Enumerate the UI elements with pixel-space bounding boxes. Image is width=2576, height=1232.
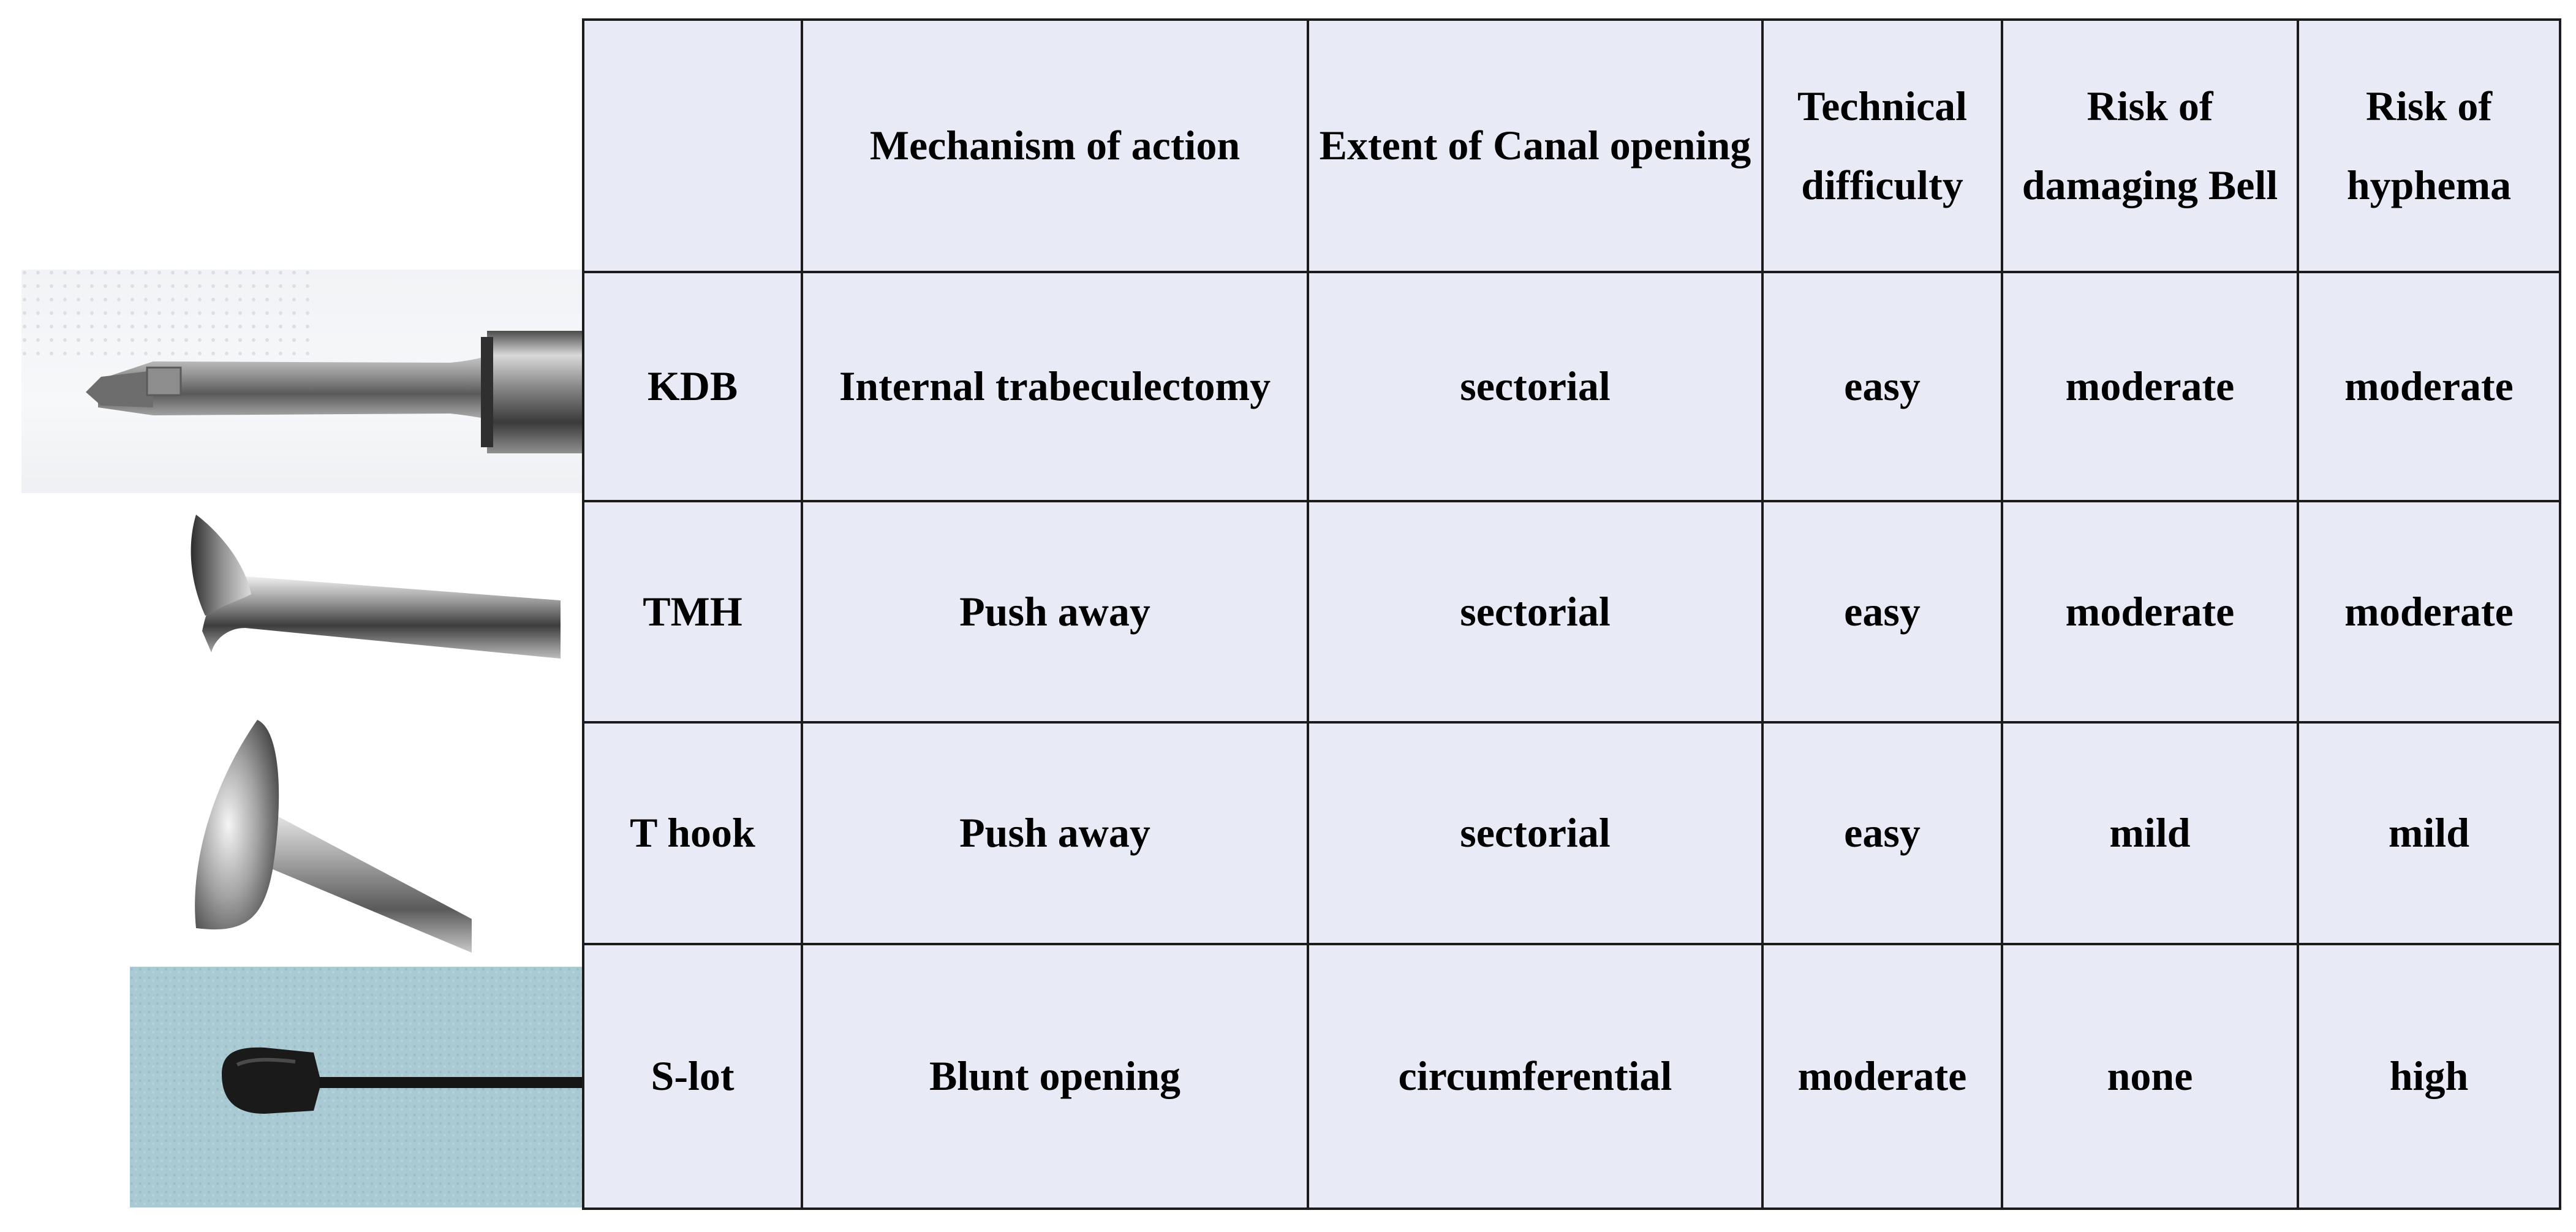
header-cell-empty xyxy=(583,20,802,272)
mechanism-cell: Blunt opening xyxy=(802,944,1308,1209)
hyphema-risk-cell: moderate xyxy=(2298,272,2560,501)
bell-risk-cell: none xyxy=(2002,944,2298,1209)
table-row-t-hook xyxy=(583,722,2560,944)
difficulty-cell: easy xyxy=(1762,501,2002,722)
header-extent-of-canal-opening: Extent of Canal opening xyxy=(1308,20,1762,272)
table-row-tmh xyxy=(583,501,2560,722)
table-row-s-lot xyxy=(583,944,2560,1209)
difficulty-cell: moderate xyxy=(1762,944,2002,1209)
hyphema-risk-cell: mild xyxy=(2298,722,2560,944)
extent-cell: sectorial xyxy=(1308,722,1762,944)
device-name-cell: TMH xyxy=(583,501,802,722)
kdb-instrument-image xyxy=(21,270,582,493)
header-risk-of-damaging-bell: Risk of damaging Bell xyxy=(2002,20,2298,272)
bell-risk-cell: mild xyxy=(2002,722,2298,944)
hyphema-risk-cell: high xyxy=(2298,944,2560,1209)
t-hook-instrument-image xyxy=(153,717,472,953)
extent-cell: circumferential xyxy=(1308,944,1762,1209)
s-lot-probe-image xyxy=(130,967,582,1207)
extent-cell: sectorial xyxy=(1308,272,1762,501)
extent-cell: sectorial xyxy=(1308,501,1762,722)
device-name-cell: T hook xyxy=(583,722,802,944)
difficulty-cell: easy xyxy=(1762,272,2002,501)
mechanism-cell: Internal trabeculectomy xyxy=(802,272,1308,501)
device-name-cell: KDB xyxy=(583,272,802,501)
hyphema-risk-cell: moderate xyxy=(2298,501,2560,722)
comparison-table xyxy=(582,18,2561,1210)
bell-risk-cell: moderate xyxy=(2002,272,2298,501)
header-mechanism-of-action: Mechanism of action xyxy=(802,20,1308,272)
table-row-kdb xyxy=(583,272,2560,501)
device-name-cell: S-lot xyxy=(583,944,802,1209)
tmh-instrument-image xyxy=(153,508,561,726)
mechanism-cell: Push away xyxy=(802,722,1308,944)
header-risk-of-hyphema: Risk of hyphema xyxy=(2298,20,2560,272)
table-header-row xyxy=(583,20,2560,272)
mechanism-cell: Push away xyxy=(802,501,1308,722)
header-technical-difficulty: Technical difficulty xyxy=(1762,20,2002,272)
difficulty-cell: easy xyxy=(1762,722,2002,944)
bell-risk-cell: moderate xyxy=(2002,501,2298,722)
